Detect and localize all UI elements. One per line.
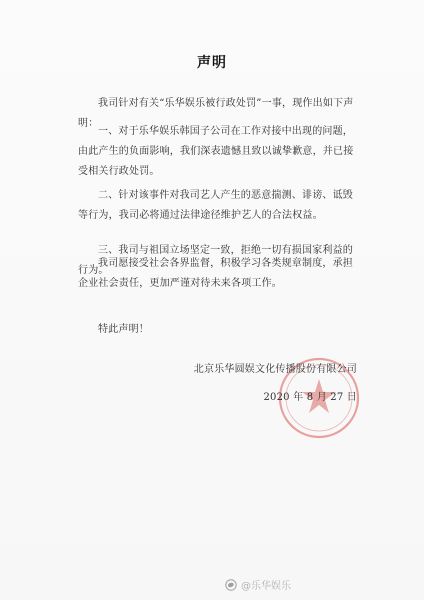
statement-item-3: 三、我司与祖国立场坚定一致，拒绝一切有损国家利益的行为。 <box>78 245 353 276</box>
date-month: 8 <box>306 392 314 403</box>
date-year: 2020 <box>263 392 290 403</box>
company-name: 北京乐华圆娱文化传播股份有限公司 <box>193 364 357 375</box>
date-year-suffix: 年 <box>293 392 304 403</box>
document-title: 声明 <box>197 55 227 71</box>
weibo-watermark <box>225 577 291 592</box>
date-day: 27 <box>330 392 344 403</box>
date-month-suffix: 月 <box>316 392 327 403</box>
statement-item-2: 二、针对该事件对我司艺人产生的恶意揣测、诽谤、诋毁等行为，我司必将通过法律途径维护艺人的合法权益。 <box>78 190 353 221</box>
statement-intro: 我司针对有关“乐华娱乐被行政处罚”一事，现作出如下声明： <box>78 98 354 129</box>
statement-date <box>264 388 358 403</box>
date-day-suffix: 日 <box>346 392 357 403</box>
watermark-text: @乐华娱乐 <box>241 581 291 592</box>
statement-closing: 特此声明！ <box>98 324 149 335</box>
weibo-icon <box>225 579 237 591</box>
statement-item-1: 一、对于乐华娱乐韩国子公司在工作对接中出现的问题，由此产生的负面影响，我们深表遗憾且致以诚挚歉意，并已接受相关行政处罚。 <box>78 126 354 177</box>
statement-commitment: 我司愿接受社会各界监督，积极学习各类规章制度，承担企业社会责任，更加严谨对待未来各项工作。 <box>78 258 353 289</box>
